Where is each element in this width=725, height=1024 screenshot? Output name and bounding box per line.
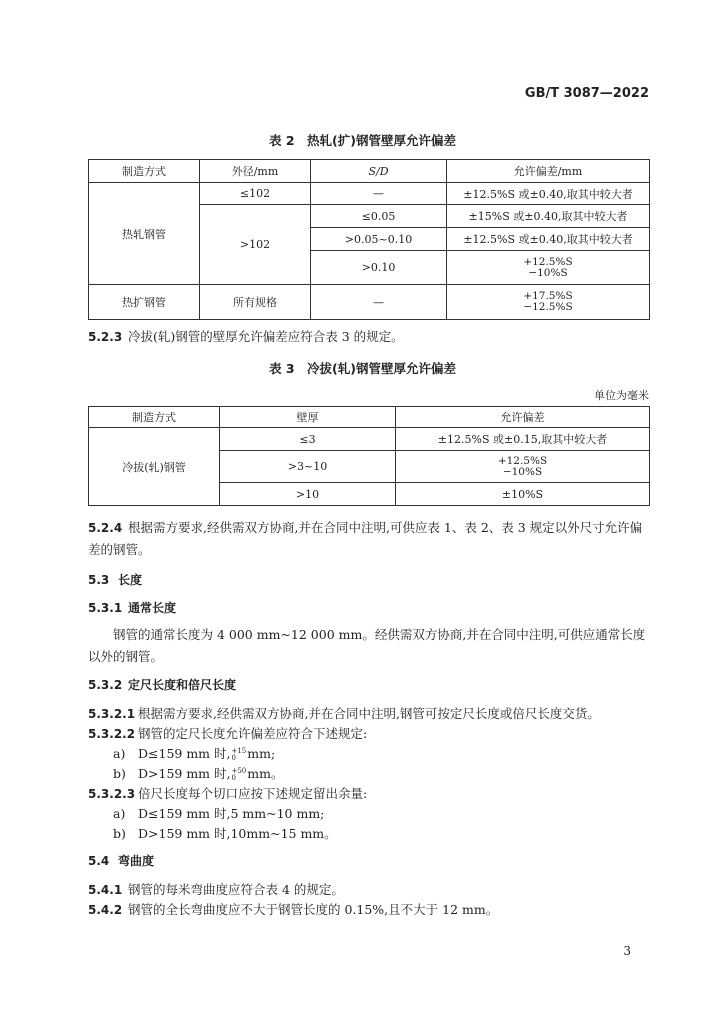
cell-tol: ±12.5%S 或±0.15,取其中较大者	[396, 428, 650, 451]
cell-od: 所有规格	[200, 285, 311, 320]
clause-5-4-1	[88, 880, 344, 898]
list-label: a)	[113, 806, 126, 821]
clause-5-2-4	[88, 517, 649, 561]
table-row	[89, 285, 650, 320]
section-5-3	[88, 571, 142, 588]
tolerance-superscript	[231, 768, 246, 782]
clause-text: 钢管的全长弯曲度应不大于钢管长度的 0.15%,且不大于 12 mm。	[128, 902, 499, 917]
cell-method: 冷拔(轧)钢管	[89, 428, 220, 506]
cell-sd: —	[311, 285, 447, 320]
header-cell: S/D	[311, 160, 447, 183]
section-title: 定尺长度和倍尺长度	[128, 678, 237, 692]
tol-lower: 0	[231, 773, 236, 782]
list-label: b)	[113, 766, 126, 781]
tol-minus: −12.5%S	[523, 301, 573, 313]
cell-tol	[447, 285, 650, 320]
page-number: 3	[623, 944, 631, 958]
section-number: 5.3	[88, 573, 110, 587]
cell-tol: ±10%S	[396, 483, 650, 506]
list-item-b	[113, 824, 337, 842]
cell-wt: >3~10	[220, 451, 396, 483]
table-header-row	[89, 160, 650, 183]
clause-5-2-3	[88, 327, 404, 345]
list-label: b)	[113, 826, 126, 841]
cell-sd: >0.10	[311, 251, 447, 285]
clause-5-3-2-1	[88, 704, 600, 722]
section-number: 5.3.1	[88, 601, 123, 615]
tol-upper: +15	[231, 746, 247, 755]
clause-text: 根据需方要求,经供需双方协商,并在合同中注明,可供应表 1、表 2、表 3 规定以外尺寸允许偏差的钢管。	[88, 520, 643, 557]
clause-text: 根据需方要求,经供需双方协商,并在合同中注明,钢管可按定尺长度或倍尺长度交货。	[138, 706, 600, 721]
section-title: 弯曲度	[118, 854, 155, 868]
cell-sd: ≤0.05	[311, 205, 447, 228]
standard-number: GB/T 3087—2022	[524, 86, 649, 101]
tol-upper: +50	[231, 766, 247, 775]
table2-caption: 表 2 热轧(扩)钢管壁厚允许偏差	[269, 133, 456, 148]
section-number: 5.4	[88, 854, 110, 868]
header-cell: 制造方式	[89, 160, 200, 183]
header-cell: 壁厚	[220, 407, 396, 428]
list-label: a)	[113, 746, 126, 761]
clause-5-3-2-3	[88, 784, 367, 802]
list-unit: mm。	[247, 766, 284, 781]
clause-number: 5.3.2.3	[88, 787, 136, 801]
clause-5-3-1-text: 钢管的通常长度为 4 000 mm~12 000 mm。经供需双方协商,并在合同中注明,可供应通常长度以外的钢管。	[88, 627, 646, 664]
cell-tol: ±12.5%S 或±0.40,取其中较大者	[447, 183, 650, 205]
table-row	[89, 183, 650, 205]
tol-plus: +17.5%S	[523, 290, 573, 302]
clause-5-4-2	[88, 900, 498, 918]
cell-method: 热轧钢管	[89, 183, 200, 285]
header-cell: 允许偏差/mm	[447, 160, 650, 183]
table-header-row	[89, 407, 650, 428]
list-text: D>159 mm 时,	[138, 766, 231, 781]
list-item-a	[113, 744, 275, 762]
section-title: 长度	[118, 573, 143, 587]
section-number: 5.3.2	[88, 678, 123, 692]
cell-wt: >10	[220, 483, 396, 506]
header-cell: 外径/mm	[200, 160, 311, 183]
list-item-b	[113, 764, 283, 782]
clause-text: 钢管的每米弯曲度应符合表 4 的规定。	[128, 882, 344, 897]
cell-tol: ±15%S 或±0.40,取其中较大者	[447, 205, 650, 228]
tol-plus: +12.5%S	[523, 255, 573, 268]
header-cell: 允许偏差	[396, 407, 650, 428]
tolerance-superscript	[231, 748, 246, 762]
clause-number: 5.4.1	[88, 883, 123, 897]
clause-text: 冷拔(轧)钢管的壁厚允许偏差应符合表 3 的规定。	[128, 329, 404, 344]
table3	[88, 406, 650, 506]
table3-caption: 表 3 冷拔(轧)钢管壁厚允许偏差	[269, 361, 456, 376]
table3-unit: 单位为毫米	[594, 389, 649, 402]
clause-5-3-2-2	[88, 724, 367, 742]
list-text: D>159 mm 时,10mm~15 mm。	[138, 826, 337, 841]
section-title: 通常长度	[128, 601, 177, 615]
section-5-4	[88, 852, 154, 869]
cell-tol	[447, 251, 650, 285]
clause-text: 倍尺长度每个切口应按下述规定留出余量:	[138, 786, 368, 801]
section-5-3-1	[88, 599, 176, 616]
table-row	[89, 428, 650, 451]
table2	[88, 159, 650, 320]
cell-sd: >0.05~0.10	[311, 228, 447, 251]
cell-tol	[396, 451, 650, 483]
cell-wt: ≤3	[220, 428, 396, 451]
clause-number: 5.3.2.1	[88, 707, 136, 721]
cell-sd: —	[311, 183, 447, 205]
cell-tol: ±12.5%S 或±0.40,取其中较大者	[447, 228, 650, 251]
list-unit: mm;	[247, 746, 276, 761]
clause-text: 钢管的定尺长度允许偏差应符合下述规定:	[138, 726, 368, 741]
list-text: D≤159 mm 时,5 mm~10 mm;	[138, 806, 325, 821]
cell-od: ≤102	[200, 183, 311, 205]
cell-od: >102	[200, 205, 311, 285]
clause-number: 5.3.2.2	[88, 727, 136, 741]
tol-minus: −10%S	[528, 266, 568, 279]
tol-lower: 0	[231, 753, 236, 762]
list-item-a	[113, 804, 324, 822]
section-5-3-2	[88, 676, 236, 693]
tol-minus: −10%S	[502, 465, 543, 478]
clause-number: 5.2.4	[88, 521, 123, 535]
header-cell: 制造方式	[89, 407, 220, 428]
clause-number: 5.2.3	[88, 330, 123, 344]
cell-method: 热扩钢管	[89, 285, 200, 320]
tol-plus: +12.5%S	[497, 454, 548, 467]
clause-number: 5.4.2	[88, 903, 123, 917]
list-text: D≤159 mm 时,	[138, 746, 231, 761]
